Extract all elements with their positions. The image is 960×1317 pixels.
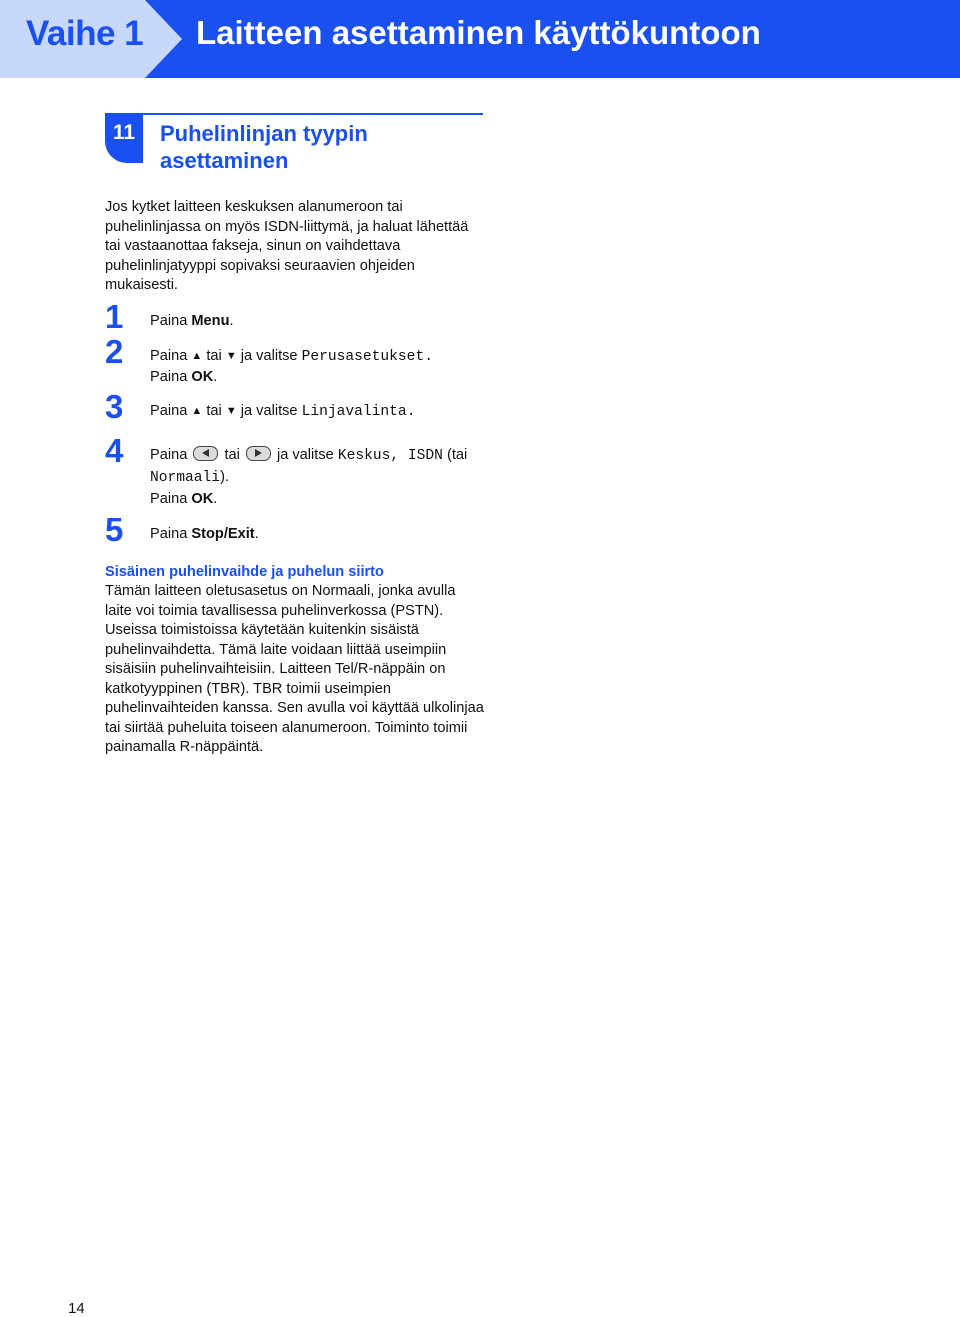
step-line — [150, 467, 490, 489]
down-triangle-icon: ▼ — [225, 350, 237, 362]
step-text: , — [390, 448, 408, 464]
step-text: Paina — [150, 526, 192, 542]
step-text: Paina — [150, 403, 192, 419]
page-number: 14 — [68, 1300, 85, 1317]
step-number-4: 4 — [105, 432, 124, 469]
intro-paragraph: Jos kytket laitteen keskuksen alanumeroon tai puhelinlinjassa on myös ISDN-liittymä, ja haluat lähettää tai vastaanottaa fakseja, sinun on vaihdettava puhelinlinjatyyppi sopivaksi seuraavien ohjeiden mukaisesti. — [105, 199, 469, 293]
step-text: (tai — [442, 447, 468, 463]
option-keskus: Keskus — [337, 448, 391, 464]
header-title: Laitteen asettaminen käyttökuntoon — [196, 14, 761, 51]
step-text: Paina — [150, 313, 192, 329]
step-4 — [150, 445, 490, 510]
step-5 — [150, 524, 490, 544]
step-line — [150, 346, 490, 367]
step-text: ja valitse — [236, 348, 302, 364]
section-number-badge — [105, 113, 143, 163]
step-text: tai — [202, 403, 226, 419]
note-title: Sisäinen puhelinvaihde ja puhelun siirto — [105, 564, 384, 580]
option-normaali: Normaali — [150, 470, 221, 486]
stage-label: Vaihe 1 — [26, 14, 144, 53]
step-number-2: 2 — [105, 333, 124, 370]
step-text: . — [213, 491, 218, 507]
header-band — [0, 0, 960, 78]
menu-option-linjavalinta: Linjavalinta — [301, 404, 407, 420]
step-2 — [150, 346, 490, 387]
step-number-3: 3 — [105, 388, 124, 425]
step-text: . — [254, 526, 259, 542]
step-text: Paina — [150, 447, 192, 463]
menu-option-perusasetukset: Perusasetukset — [301, 349, 425, 365]
stop-exit-key-label: Stop/Exit — [191, 526, 255, 542]
up-triangle-icon: ▲ — [191, 405, 203, 417]
step-text: . — [424, 349, 433, 365]
section-rule — [143, 113, 483, 115]
right-arrow-key-icon — [246, 446, 271, 461]
note-body: Tämän laitteen oletusasetus on Normaali, jonka avulla laite voi toimia tavallisessa puhelinverkossa (PSTN). Useissa toimistoissa käytetään kuitenkin sisäistä puhelinvaihdetta. Tämä laite voidaan liittää useimpiin sisäisiin puhelinvaihteisiin. Laitteen Tel/R-näppäin on katkotyyppinen (TBR). TBR toimii useimpien puhelinvaihteiden kanssa. Sen avulla voi käyttää ulkolinjaa tai siirtää puheluita toiseen alanumeroon. Toiminto toimii painamalla R-näppäintä. — [105, 583, 484, 755]
step-3 — [150, 401, 490, 422]
menu-key-label: Menu — [191, 313, 230, 329]
step-number-5: 5 — [105, 511, 124, 548]
ok-key-label: OK — [191, 491, 214, 507]
step-line — [150, 489, 490, 510]
left-arrow-key-icon — [193, 446, 218, 461]
step-text: ja valitse — [272, 447, 338, 463]
step-number-1: 1 — [105, 298, 124, 335]
step-text: . — [213, 369, 218, 385]
step-text: . — [406, 404, 416, 420]
step-text: ). — [220, 469, 229, 485]
step-text: Paina — [150, 369, 192, 385]
up-triangle-icon: ▲ — [191, 350, 203, 362]
step-text: ja valitse — [236, 403, 302, 419]
step-line — [150, 445, 490, 467]
step-text: Paina — [150, 348, 192, 364]
step-text: tai — [220, 447, 244, 463]
step-text: tai — [202, 348, 226, 364]
step-line — [150, 367, 490, 387]
step-text: Paina — [150, 491, 192, 507]
option-isdn: ISDN — [407, 448, 443, 464]
step-1 — [150, 311, 490, 331]
section-number: 11 — [112, 121, 136, 144]
step-text: . — [229, 313, 234, 329]
ok-key-label: OK — [191, 369, 214, 385]
section-title: Puhelinlinjan tyypin asettaminen — [160, 121, 368, 173]
down-triangle-icon: ▼ — [225, 405, 237, 417]
